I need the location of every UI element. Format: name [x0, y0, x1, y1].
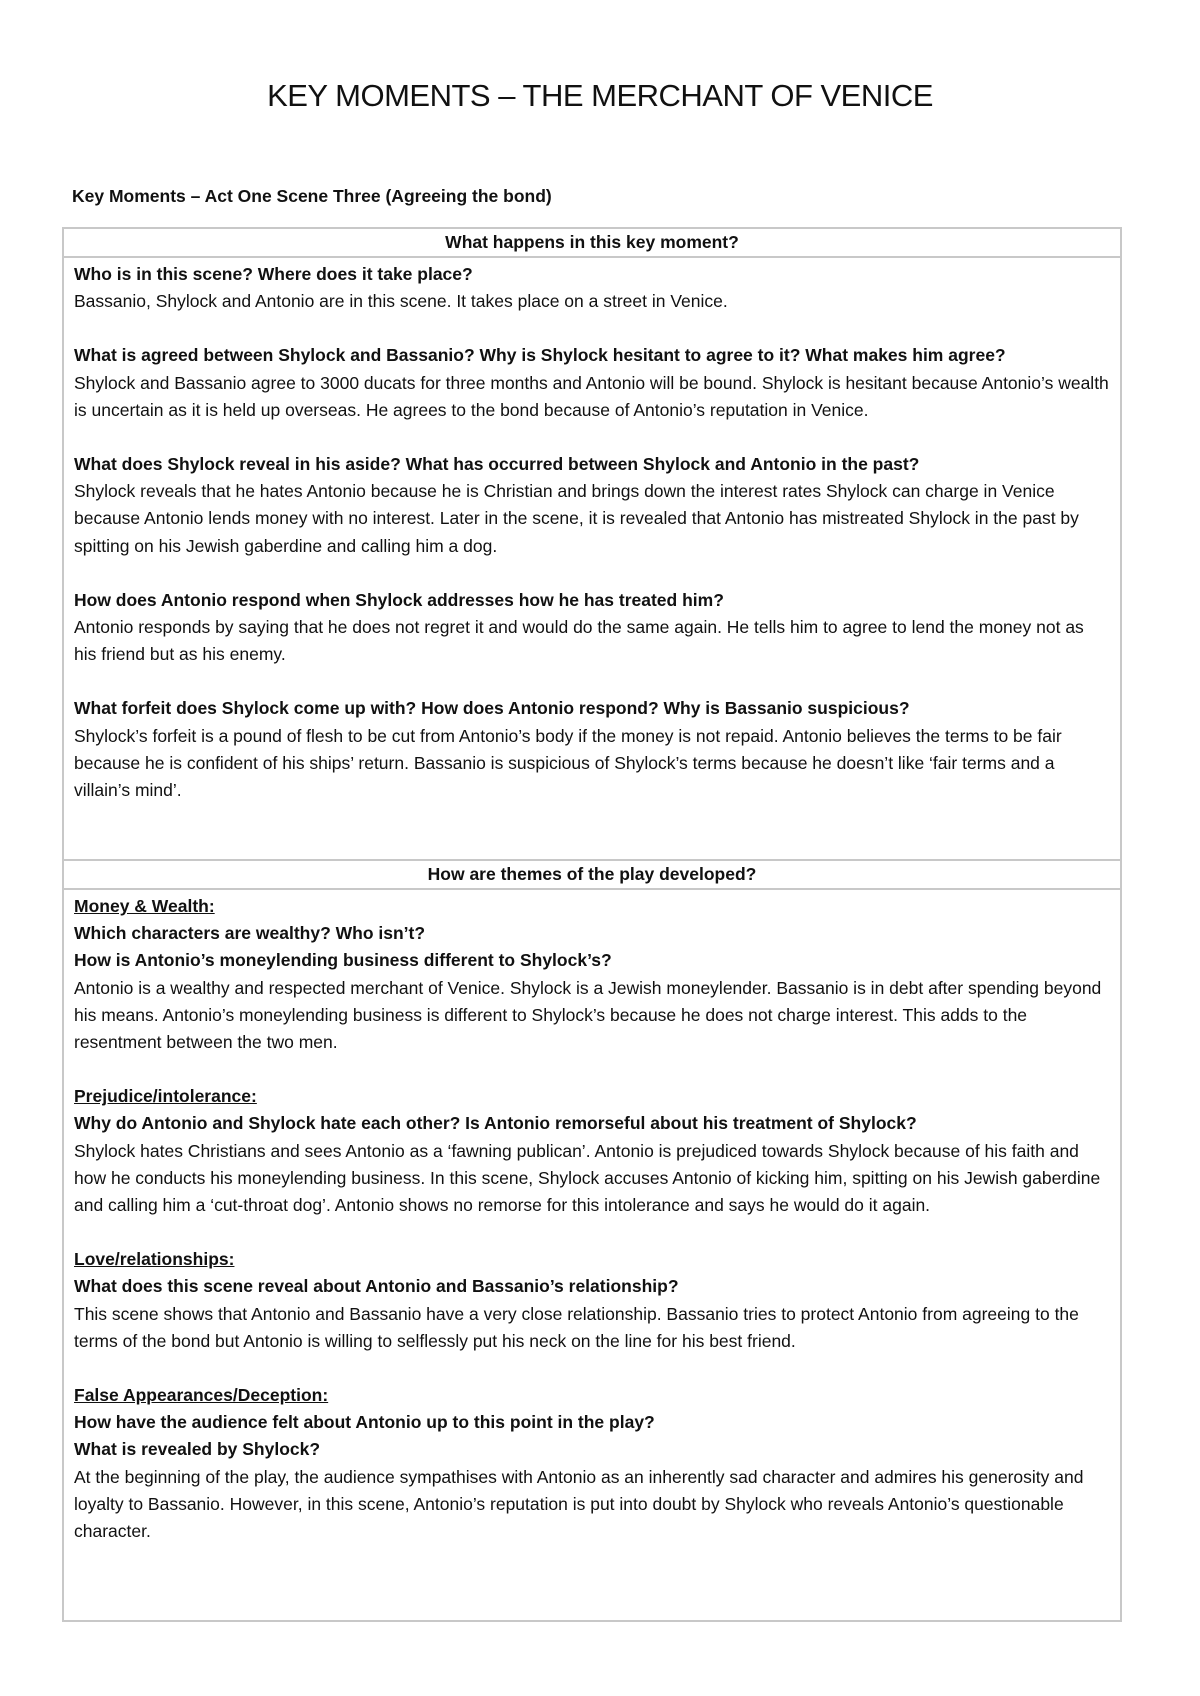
question: Who is in this scene? Where does it take place?	[74, 264, 473, 284]
what-happens-box	[62, 227, 1122, 861]
answer: Shylock and Bassanio agree to 3000 ducats for three months and Antonio will be bound. Shylock is hesitant because Antonio’s wealth is uncertain as it is held up overseas. He agrees to the bond because of Antonio’s reputation in Venice.	[74, 372, 1109, 420]
theme-block-deception	[74, 1382, 1110, 1545]
theme-block-money	[74, 893, 1110, 1056]
answer: Shylock’s forfeit is a pound of flesh to be cut from Antonio’s body if the money is not repaid. Antonio believes the terms to be fair because he is confident of his ships’ return. Bassanio is suspicious of Shylock’s terms because he doesn’t like ‘fair terms and a villain’s mind’.	[74, 725, 1062, 801]
question: What is revealed by Shylock?	[74, 1439, 321, 1460]
theme-block-prejudice	[74, 1083, 1110, 1219]
section-heading: Key Moments – Act One Scene Three (Agreeing the bond)	[72, 186, 552, 206]
question: Which characters are wealthy? Who isn’t?	[74, 923, 426, 944]
question: What does Shylock reveal in his aside? What has occurred between Shylock and Antonio in the past?	[74, 454, 920, 475]
question: What forfeit does Shylock come up with? How does Antonio respond? Why is Bassanio suspicious?	[74, 698, 910, 719]
question: How is Antonio’s moneylending business different to Shylock’s?	[74, 950, 612, 971]
answer: At the beginning of the play, the audience sympathises with Antonio as an inherently sad character and admires his generosity and loyalty to Bassanio. However, in this scene, Antonio’s reputation is put into doubt by Shylock who reveals Antonio’s questionable character.	[74, 1466, 1084, 1542]
question: How does Antonio respond when Shylock addresses how he has treated him?	[74, 589, 724, 610]
question: How have the audience felt about Antonio up to this point in the play?	[74, 1412, 655, 1433]
answer: Shylock reveals that he hates Antonio because he is Christian and brings down the interest rates Shylock can charge in Venice because Antonio lends money with no interest. Later in the scene, it is revealed that Antonio has mistreated Shylock in the past by spitting on his Jewish gaberdine and calling him a dog.	[74, 481, 1079, 556]
theme-label: Love/relationships:	[74, 1249, 235, 1270]
question: What is agreed between Shylock and Bassanio? Why is Shylock hesitant to agree to it? What makes him agree?	[74, 345, 1006, 366]
answer: Bassanio, Shylock and Antonio are in this scene. It takes place on a street in Venice.	[74, 291, 728, 312]
theme-label: False Appearances/Deception:	[74, 1385, 329, 1406]
answer: This scene shows that Antonio and Bassanio have a very close relationship. Bassanio tries to protect Antonio from agreeing to the terms of the bond but Antonio is willing to selflessly put his neck on the line for his best friend.	[74, 1303, 1079, 1351]
qa-block	[74, 342, 1110, 424]
theme-label: Money & Wealth:	[74, 896, 215, 916]
qa-block	[74, 587, 1110, 669]
themes-box	[62, 859, 1122, 1622]
theme-block-love	[74, 1246, 1110, 1355]
answer: Antonio responds by saying that he does not regret it and would do the same again. He tells him to agree to lend the money not as his friend but as his enemy.	[74, 617, 1084, 665]
qa-block	[74, 695, 1110, 804]
themes-heading: How are themes of the play developed?	[64, 861, 1120, 890]
what-happens-body	[64, 258, 1120, 804]
document-title: KEY MOMENTS – THE MERCHANT OF VENICE	[267, 78, 933, 113]
answer: Shylock hates Christians and sees Antonio as a ‘fawning publican’. Antonio is prejudiced towards Shylock because of his faith and how he conducts his moneylending business. In this scene, Shylock accuses Antonio of kicking him, spitting on his Jewish gaberdine and calling him a ‘cut-throat dog’. Antonio shows no remorse for this intolerance and says he would do it again.	[74, 1140, 1101, 1216]
answer: Antonio is a wealthy and respected merchant of Venice. Shylock is a Jewish moneylender. Bassanio is in debt after spending beyond his means. Antonio’s moneylending business is different to Shylock’s because he does not charge interest. This adds to the resentment between the two men.	[74, 977, 1102, 1053]
qa-block	[74, 451, 1110, 560]
question: What does this scene reveal about Antonio and Bassanio’s relationship?	[74, 1276, 679, 1297]
theme-label: Prejudice/intolerance:	[74, 1086, 257, 1107]
themes-body	[64, 890, 1120, 1545]
what-happens-heading: What happens in this key moment?	[64, 229, 1120, 258]
qa-block	[74, 261, 1110, 315]
question: Why do Antonio and Shylock hate each other? Is Antonio remorseful about his treatment of Shylock?	[74, 1113, 917, 1134]
